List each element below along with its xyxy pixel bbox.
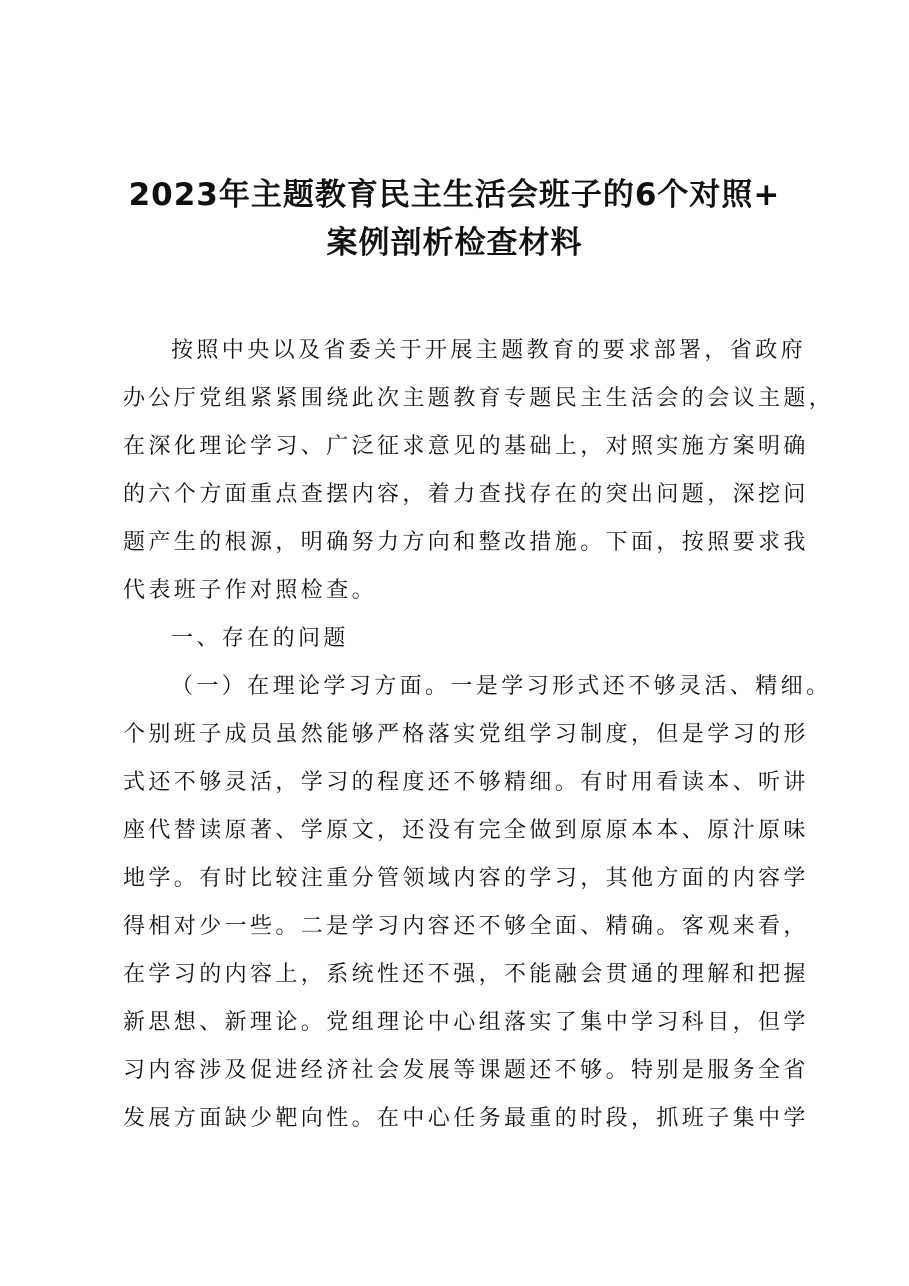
paragraph-theory-line-8: 新思想、新理论。党组理论中心组落实了集中学习科目，但学 (123, 1010, 809, 1035)
paragraph-theory-line-2: 个别班子成员虽然能够严格落实党组学习制度，但是学习的形 (123, 722, 809, 747)
paragraph-intro-line-1: 按照中央以及省委关于开展主题教育的要求部署，省政府 (171, 338, 807, 363)
paragraph-theory-line-1: （一）在理论学习方面。一是学习形式还不够灵活、精细。 (171, 674, 832, 699)
paragraph-theory-line-6: 得相对少一些。二是学习内容还不够全面、精确。客观来看， (123, 914, 809, 939)
paragraph-theory-line-7: 在学习的内容上，系统性还不强，不能融会贯通的理解和把握 (123, 962, 809, 987)
document-title-line-1: 2023年主题教育民主生活会班子的6个对照+ (128, 177, 781, 213)
paragraph-theory-line-3: 式还不够灵活，学习的程度还不够精细。有时用看读本、听讲 (123, 770, 809, 795)
paragraph-theory-line-9: 习内容涉及促进经济社会发展等课题还不够。特别是服务全省 (123, 1058, 809, 1083)
paragraph-theory-line-4: 座代替读原著、学原文，还没有完全做到原原本本、原汁原味 (123, 818, 809, 843)
paragraph-intro-line-6: 代表班子作对照检查。 (123, 578, 378, 603)
document-title-line-2: 案例剖析检查材料 (326, 225, 583, 261)
paragraph-intro-line-4: 的六个方面重点查摆内容，着力查找存在的突出问题，深挖问 (123, 482, 809, 507)
paragraph-theory-line-10: 发展方面缺少靶向性。在中心任务最重的时段，抓班子集中学 (123, 1106, 809, 1131)
paragraph-intro-line-3: 在深化理论学习、广泛征求意见的基础上，对照实施方案明确 (123, 434, 809, 459)
paragraph-theory-line-5: 地学。有时比较注重分管领域内容的学习，其他方面的内容学 (123, 866, 809, 891)
paragraph-intro-line-2: 办公厅党组紧紧围绕此次主题教育专题民主生活会的会议主题， (123, 386, 835, 411)
paragraph-intro-line-5: 题产生的根源，明确努力方向和整改措施。下面，按照要求我 (123, 530, 809, 555)
section-heading: 一、存在的问题 (171, 626, 349, 651)
